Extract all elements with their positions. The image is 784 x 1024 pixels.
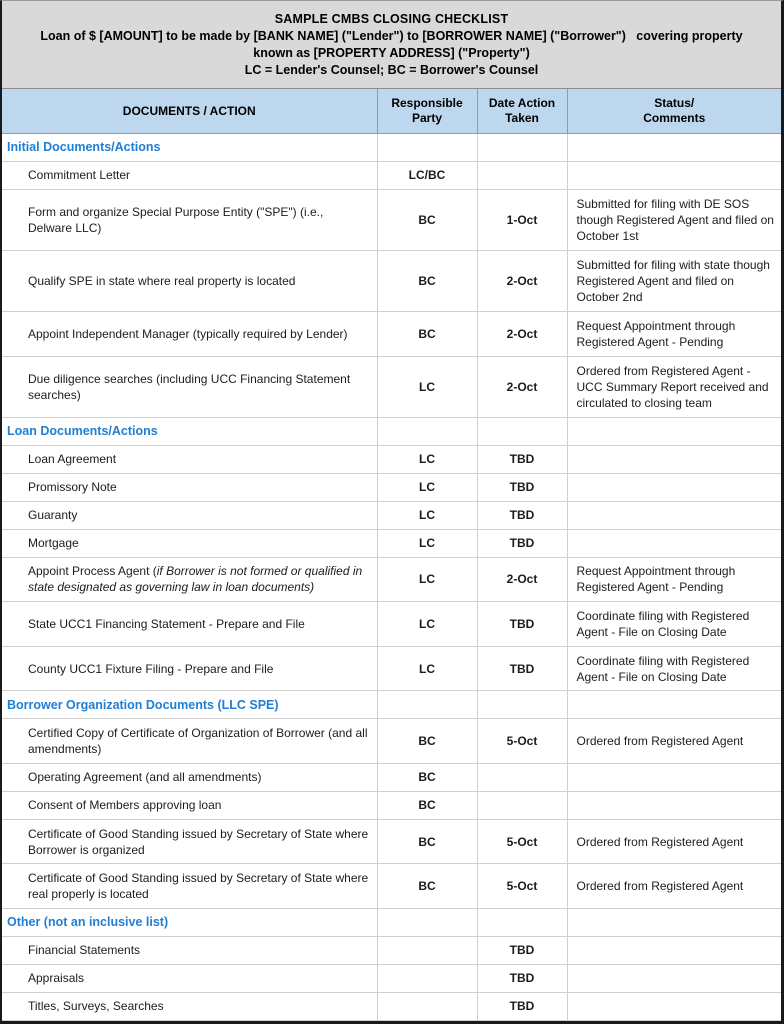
table-row — [2, 992, 781, 1020]
cell-responsible-party — [377, 936, 477, 964]
cell-status-comments — [567, 417, 781, 445]
cell-status-comments: Submitted for filing with state though Registered Agent and filed on October 2nd — [567, 251, 781, 312]
cell-status-comments: Request Appointment through Registered Agent - Pending — [567, 312, 781, 357]
cell-responsible-party: BC — [377, 719, 477, 764]
cell-date-action-taken — [477, 161, 567, 189]
cell-responsible-party: BC — [377, 819, 477, 864]
cell-document-action: Certificate of Good Standing issued by Secretary of State where real properly is located — [2, 864, 377, 909]
cell-date-action-taken — [477, 691, 567, 719]
cell-date-action-taken: 5-Oct — [477, 864, 567, 909]
cell-responsible-party — [377, 691, 477, 719]
cell-date-action-taken — [477, 908, 567, 936]
cell-date-action-taken: TBD — [477, 936, 567, 964]
cell-responsible-party: BC — [377, 312, 477, 357]
table-row — [2, 557, 781, 602]
cell-date-action-taken: 2-Oct — [477, 312, 567, 357]
cell-responsible-party — [377, 417, 477, 445]
cell-status-comments: Submitted for filing with DE SOS though Registered Agent and filed on October 1st — [567, 189, 781, 250]
table-header — [2, 89, 781, 134]
cell-responsible-party: LC — [377, 356, 477, 417]
cell-status-comments — [567, 992, 781, 1020]
section-header-row — [2, 134, 781, 162]
cell-responsible-party: BC — [377, 189, 477, 250]
cell-responsible-party: LC/BC — [377, 161, 477, 189]
document-heading: SAMPLE CMBS CLOSING CHECKLIST — [274, 12, 509, 26]
document-text: Appoint Process Agent ( — [28, 564, 157, 579]
section-label: Loan Documents/Actions — [2, 417, 377, 445]
cell-responsible-party: LC — [377, 473, 477, 501]
table-row — [2, 719, 781, 764]
cell-responsible-party: LC — [377, 445, 477, 473]
cell-date-action-taken: TBD — [477, 501, 567, 529]
cell-date-action-taken: TBD — [477, 473, 567, 501]
table-row — [2, 864, 781, 909]
cell-date-action-taken: TBD — [477, 992, 567, 1020]
cell-responsible-party: LC — [377, 529, 477, 557]
cell-document-action: Qualify SPE in state where real property is located — [2, 251, 377, 312]
cell-date-action-taken — [477, 417, 567, 445]
cell-status-comments: Request Appointment through Registered Agent - Pending — [567, 557, 781, 602]
cell-responsible-party — [377, 964, 477, 992]
cell-responsible-party — [377, 134, 477, 162]
cell-responsible-party: BC — [377, 864, 477, 909]
cell-status-comments: Ordered from Registered Agent — [567, 719, 781, 764]
cell-document-action — [2, 557, 377, 602]
cell-document-action: Financial Statements — [2, 936, 377, 964]
cell-status-comments — [567, 908, 781, 936]
cell-responsible-party: BC — [377, 251, 477, 312]
cell-date-action-taken: 1-Oct — [477, 189, 567, 250]
cell-responsible-party: BC — [377, 791, 477, 819]
cell-date-action-taken: TBD — [477, 602, 567, 647]
cell-responsible-party: LC — [377, 646, 477, 691]
cell-date-action-taken: TBD — [477, 964, 567, 992]
cell-date-action-taken: 2-Oct — [477, 557, 567, 602]
cell-responsible-party: LC — [377, 557, 477, 602]
table-header-row — [2, 89, 781, 134]
cell-status-comments — [567, 763, 781, 791]
section-header-row — [2, 691, 781, 719]
cell-date-action-taken: 2-Oct — [477, 251, 567, 312]
cell-status-comments — [567, 791, 781, 819]
column-header-status-comments: Status/ Comments — [567, 89, 781, 134]
cell-document-action: Loan Agreement — [2, 445, 377, 473]
cell-date-action-taken — [477, 763, 567, 791]
document-subtitle-legend: LC = Lender's Counsel; BC = Borrower's Counsel — [244, 63, 539, 77]
column-header-date-action-taken: Date Action Taken — [477, 89, 567, 134]
table-row — [2, 646, 781, 691]
cell-status-comments — [567, 936, 781, 964]
section-label: Other (not an inclusive list) — [2, 908, 377, 936]
cell-date-action-taken: TBD — [477, 646, 567, 691]
cell-document-action: Certified Copy of Certificate of Organization of Borrower (and all amendments) — [2, 719, 377, 764]
table-row — [2, 312, 781, 357]
table-row — [2, 763, 781, 791]
cell-status-comments — [567, 445, 781, 473]
cell-document-action: Appoint Independent Manager (typically required by Lender) — [2, 312, 377, 357]
cell-document-action: Consent of Members approving loan — [2, 791, 377, 819]
document-subtitle-loan: Loan of $ [AMOUNT] to be made by [BANK NAME] ("Lender") to [BORROWER NAME] ("Borrower") covering property — [40, 29, 743, 43]
cell-document-action: Mortgage — [2, 529, 377, 557]
document-text-italic: if Borrower is not formed or qualified in state designated as governing law in loan documents) — [28, 564, 363, 595]
cell-document-action: Guaranty — [2, 501, 377, 529]
cell-status-comments: Ordered from Registered Agent — [567, 864, 781, 909]
cell-status-comments: Coordinate filing with Registered Agent - File on Closing Date — [567, 602, 781, 647]
cell-document-action: State UCC1 Financing Statement - Prepare and File — [2, 602, 377, 647]
table-row — [2, 501, 781, 529]
cell-responsible-party: LC — [377, 602, 477, 647]
cell-responsible-party — [377, 992, 477, 1020]
cell-status-comments — [567, 134, 781, 162]
section-header-row — [2, 908, 781, 936]
cell-status-comments: Ordered from Registered Agent - UCC Summary Report received and circulated to closing team — [567, 356, 781, 417]
document-subtitle-property: known as [PROPERTY ADDRESS] ("Property") — [253, 46, 530, 60]
table-row — [2, 602, 781, 647]
cell-status-comments — [567, 691, 781, 719]
cell-date-action-taken: 2-Oct — [477, 356, 567, 417]
cell-status-comments — [567, 964, 781, 992]
cell-status-comments — [567, 501, 781, 529]
table-body — [2, 134, 781, 1021]
cell-document-action: County UCC1 Fixture Filing - Prepare and File — [2, 646, 377, 691]
table-row — [2, 964, 781, 992]
table-row — [2, 445, 781, 473]
cell-date-action-taken — [477, 791, 567, 819]
table-row — [2, 161, 781, 189]
cell-document-action: Appraisals — [2, 964, 377, 992]
cell-status-comments — [567, 473, 781, 501]
cell-status-comments — [567, 161, 781, 189]
cell-document-action: Operating Agreement (and all amendments) — [2, 763, 377, 791]
table-row — [2, 819, 781, 864]
table-row — [2, 356, 781, 417]
cell-date-action-taken: TBD — [477, 445, 567, 473]
column-header-responsible-party: Responsible Party — [377, 89, 477, 134]
cell-status-comments: Coordinate filing with Registered Agent - File on Closing Date — [567, 646, 781, 691]
cell-date-action-taken: 5-Oct — [477, 719, 567, 764]
cell-document-action: Titles, Surveys, Searches — [2, 992, 377, 1020]
cell-document-action: Due diligence searches (including UCC Financing Statement searches) — [2, 356, 377, 417]
cell-responsible-party: LC — [377, 501, 477, 529]
cell-document-action: Certificate of Good Standing issued by Secretary of State where Borrower is organized — [2, 819, 377, 864]
table-row — [2, 251, 781, 312]
cell-status-comments: Ordered from Registered Agent — [567, 819, 781, 864]
document-title-block — [2, 1, 781, 89]
section-header-row — [2, 417, 781, 445]
cell-responsible-party — [377, 908, 477, 936]
table-row — [2, 791, 781, 819]
table-row — [2, 936, 781, 964]
closing-checklist-table — [2, 89, 781, 1021]
cell-status-comments — [567, 529, 781, 557]
table-row — [2, 529, 781, 557]
column-header-documents-action: DOCUMENTS / ACTION — [2, 89, 377, 134]
section-label: Initial Documents/Actions — [2, 134, 377, 162]
cell-date-action-taken: TBD — [477, 529, 567, 557]
cell-date-action-taken: 5-Oct — [477, 819, 567, 864]
cell-document-action: Promissory Note — [2, 473, 377, 501]
cell-document-action: Form and organize Special Purpose Entity ("SPE") (i.e., Delware LLC) — [2, 189, 377, 250]
table-row — [2, 473, 781, 501]
cell-document-action: Commitment Letter — [2, 161, 377, 189]
section-label: Borrower Organization Documents (LLC SPE) — [2, 691, 377, 719]
cell-responsible-party: BC — [377, 763, 477, 791]
table-row — [2, 189, 781, 250]
cell-date-action-taken — [477, 134, 567, 162]
